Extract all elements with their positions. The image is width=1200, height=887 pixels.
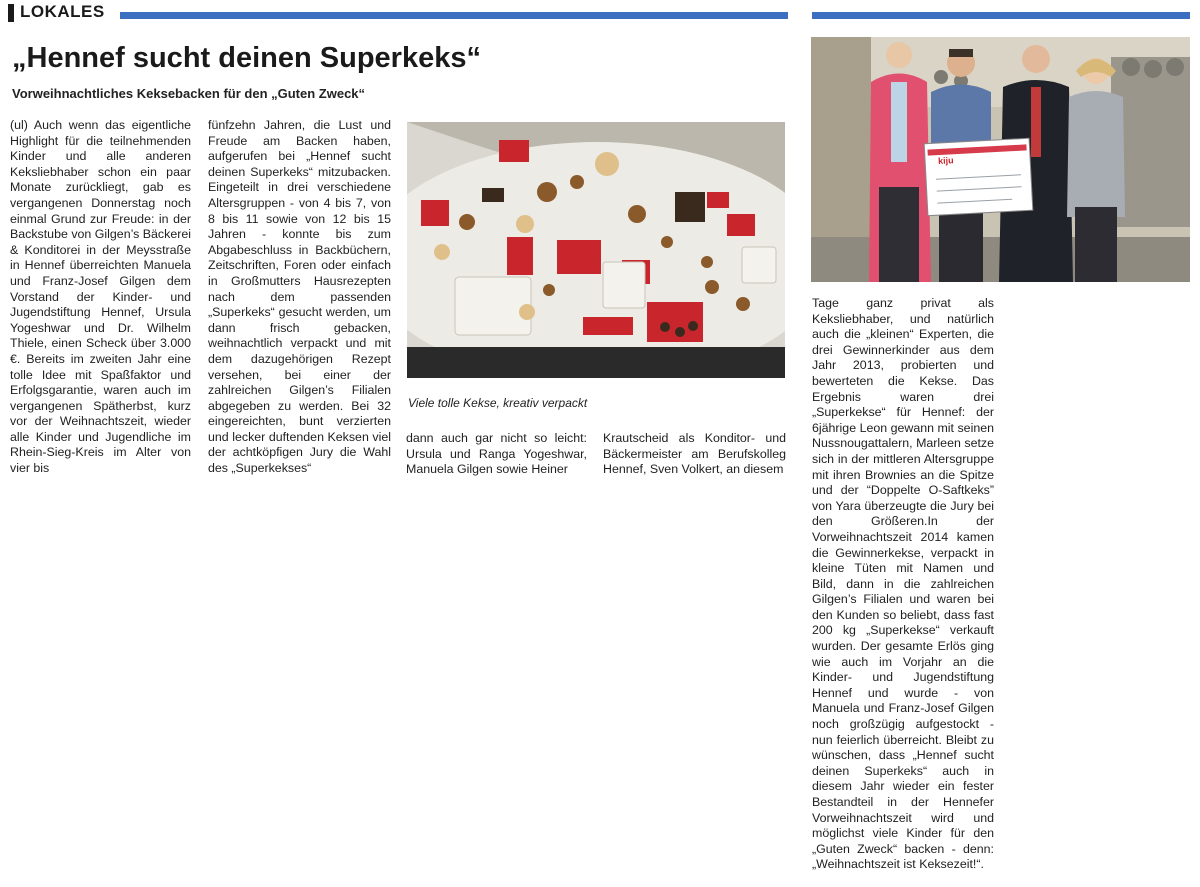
section-rule-left	[120, 12, 788, 19]
cookies-photo	[407, 122, 785, 378]
section-label: LOKALES	[20, 2, 105, 21]
cookies-photo-caption: Viele tolle Kekse, kreativ verpackt	[408, 396, 588, 410]
article-column-1: (ul) Auch wenn das eigentliche Highlight für die teilnehmenden Kinder und alle anderen Keksliebhaber schon ein paar Monate zurückliegt, gab es vergangenen Donnerstag noch einmal Grund zur Freude: in der Backstube von Gilgen’s Bäckerei & Konditorei in der Meysstraße in Hennef überreichten Manuela und Franz-Josef Gilgen dem Vorstand der Kinder- und Jugendstiftung Hennef, Ursula Yogeshwar und Dr. Wilhelm Thiele, einen Scheck über 3.000 €. Bereits im zweiten Jahr eine tolle Idee mit Spaßfaktor und Erfolgsgarantie, waren auch im vergangenen Spätherbst, kurz vor der Weihnachtszeit, wieder alle Kinder und Jugendliche im Rhein-Sieg-Kreis im Alter von vier bis	[10, 118, 191, 476]
article-headline: „Hennef sucht deinen Superkeks“	[12, 42, 481, 74]
section-rule-right	[812, 12, 1190, 19]
article-column-4: Krautscheid als Konditor- und Bäckermeister am Berufskolleg Hennef, Sven Volkert, an diesem	[603, 431, 786, 477]
article-column-2: fünfzehn Jahren, die Lust und Freude am Backen haben, aufgerufen bei „Hennef sucht deinen Superkeks“ mitzubacken. Eingeteilt in drei verschiedene Altersgruppen - von 4 bis 7, von 8 bis 11 sowie von 12 bis 15 Jahren - konnte bis zum Abgabeschluss in Backbüchern, Zeitschriften, Foren oder einfach in Großmutters Hausrezepten nach dem passenden „Superkeks“ gesucht werden, um dann frisch gebacken, weihnachtlich verpackt und mit dem dazugehörigen Rezept versehen, bei einer der zahlreichen Gilgen’s Filialen abgegeben zu werden. Bei 32 eingereichten, bunt verzierten und lecker duftenden Keksen viel der achtköpfigen Jury die Wahl des „Superkekses“	[208, 118, 391, 476]
cheque-presentation-photo	[811, 37, 1190, 282]
section-marker	[8, 4, 14, 22]
article-column-5: Tage ganz privat als Keksliebhaber, und natürlich auch die „kleinen“ Experten, die drei Gewinnerkinder aus dem Jahr 2013, probierten und bewerteten die Kekse. Das Ergebnis waren drei „Superkekse“ für Hennef: der 6jährige Leon gewann mit seinen Nussnougattalern, Marleen setze sich in der mittleren Altersgruppe mit ihren Brownies an die Spitze und der “Doppelte O-Saftkeks” von Yara überzeugte die Jury bei den Größeren.In der Vorweihnachtszeit 2014 kamen die Gewinnerkekse, verpackt in kleine Tüten mit Namen und Bild, dann in die zahlreichen Gilgen’s Filialen und waren bei den Kunden so beliebt, dass fast 200 kg „Superkekse“ verkauft wurden. Der gesamte Erlös ging wie auch im Vorjahr an die Kinder- und Jugendstiftung Hennef und wurde - von Manuela und Franz-Josef Gilgen noch großzügig aufgestockt - nun feierlich überreicht. Bleibt zu wünschen, dass „Hennef sucht deinen Superkeks“ auch in diesem Jahr wieder ein fester Bestandteil in der Hennefer Vorweihnachtszeit wird und möglichst viele Kinder für den „Guten Zweck“ backen - denn: „Weihnachtszeit ist Keksezeit!“.	[812, 296, 994, 872]
article-subheadline: Vorweihnachtliches Keksebacken für den „Guten Zweck“	[12, 86, 366, 101]
cheque-logo: kiju	[937, 155, 954, 167]
article-column-3: dann auch gar nicht so leicht: Ursula und Ranga Yogeshwar, Manuela Gilgen sowie Heiner	[406, 431, 587, 477]
